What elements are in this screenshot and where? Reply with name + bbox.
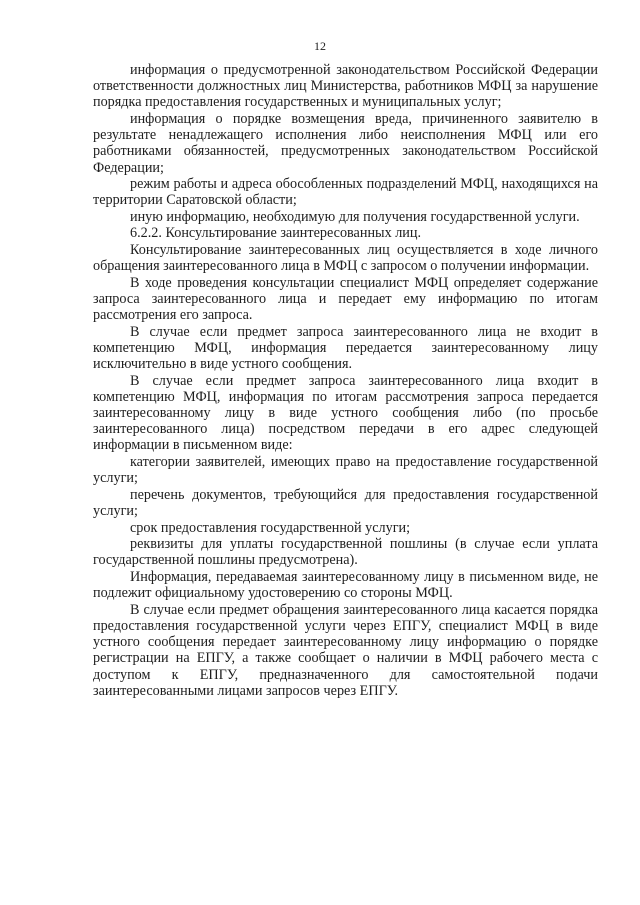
list-item: категории заявителей, имеющих право на предоставление государственной услуги;	[93, 454, 598, 487]
paragraph: иную информацию, необходимую для получения государственной услуги.	[130, 209, 580, 225]
list-item: реквизиты для уплаты государственной пошлины (в случае если уплата государственной пошлины предусмотрена).	[93, 536, 598, 569]
paragraph: В ходе проведения консультации специалист МФЦ определяет содержание запроса заинтересованного лица и передает ему информацию по итогам рассмотрения его запроса.	[93, 274, 598, 323]
paragraph: В случае если предмет запроса заинтересованного лица не входит в компетенцию МФЦ, информация передается заинтересованному лицу исключительно в виде устного сообщения.	[93, 323, 598, 372]
page-number: 12	[314, 39, 326, 53]
paragraph: Информация, передаваемая заинтересованному лицу в письменном виде, не подлежит официальному удостоверению со стороны МФЦ.	[93, 568, 598, 602]
paragraph: информация о порядке возмещения вреда, причиненного заявителю в результате ненадлежащего исполнения либо неисполнения МФЦ или его работниками обязанностей, предусмотренных законодательством Российской Федерации;	[93, 111, 598, 176]
section-heading: 6.2.2. Консультирование заинтересованных лиц.	[130, 225, 422, 242]
paragraph: В случае если предмет запроса заинтересованного лица входит в компетенцию МФЦ, информация по итогам рассмотрения запроса передается заинтересованному лицу в виде устного сообщения либо (по просьбе заинтересованного лица) посредством передачи в его адрес следующей информации в письменном виде:	[93, 372, 598, 454]
paragraph: В случае если предмет обращения заинтересованного лица касается порядка предоставления государственной услуги через ЕПГУ, специалист МФЦ в виде устного сообщения передает заинтересованному лицу информацию о порядке регистрации на ЕПГУ, а также сообщает о наличии в МФЦ рабочего места с доступом к ЕПГУ, предназначенного для самостоятельной подачи заинтересованными лицами запросов через ЕПГУ.	[93, 601, 598, 699]
document-body	[93, 62, 598, 699]
list-item: перечень документов, требующийся для предоставления государственной услуги;	[93, 486, 598, 519]
paragraph: информация о предусмотренной законодательством Российской Федерации ответственности должностных лиц Министерства, работников МФЦ за нарушение порядка предоставления государственных и муниципальных услуг;	[93, 62, 598, 111]
paragraph: режим работы и адреса обособленных подразделений МФЦ, находящихся на территории Саратовской области;	[93, 176, 598, 209]
paragraph: Консультирование заинтересованных лиц осуществляется в ходе личного обращения заинтересованного лица в МФЦ с запросом о получении информации.	[93, 241, 598, 274]
list-item: срок предоставления государственной услуги;	[130, 519, 411, 536]
